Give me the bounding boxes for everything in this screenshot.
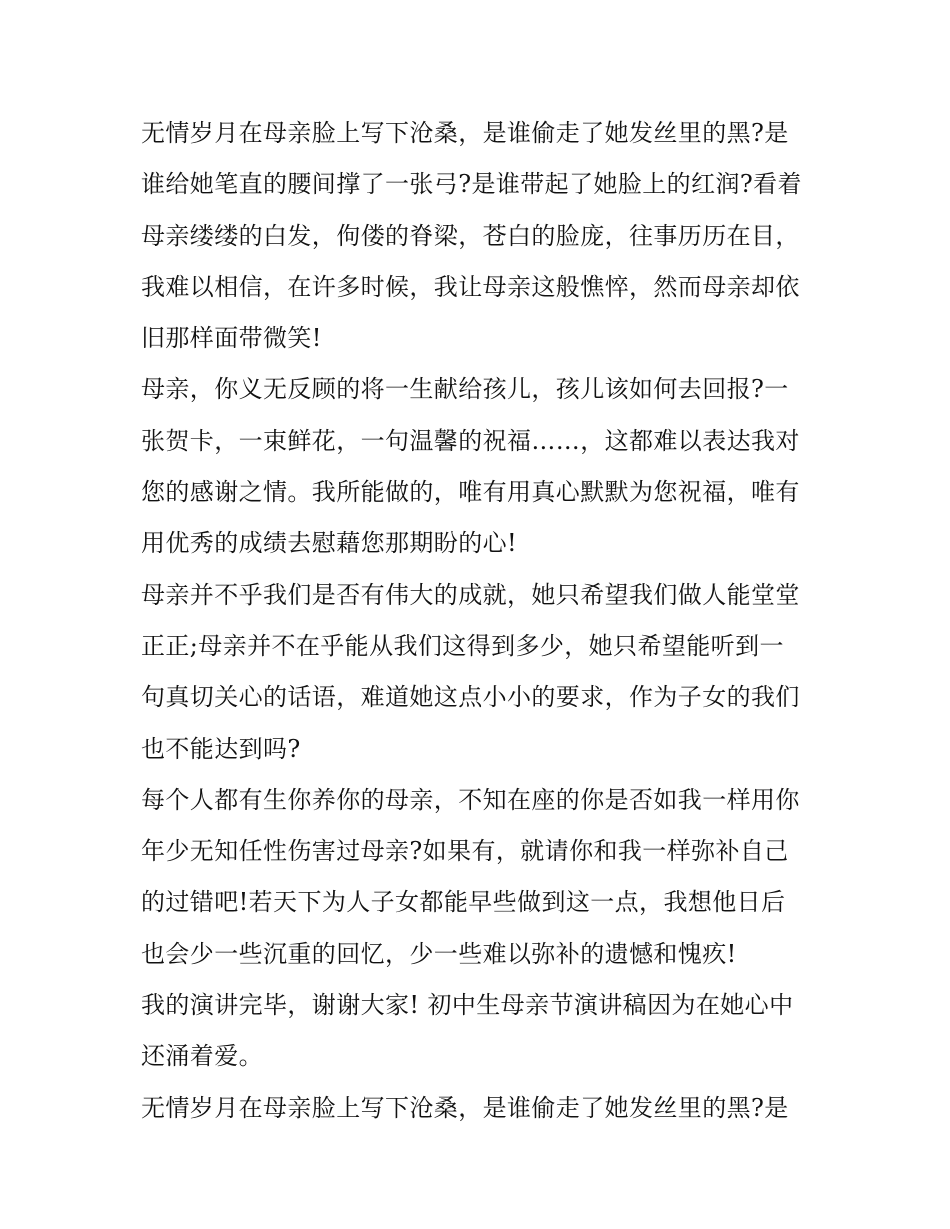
text-line: 句真切关心的话语，难道她这点小小的要求，作为子女的我们 [141, 683, 800, 712]
text-line: 年少无知任性伤害过母亲?如果有，就请你和我一样弥补自己 [141, 837, 789, 866]
document-body [141, 108, 821, 1134]
text-line: 您的感谢之情。我所能做的，唯有用真心默默为您祝福，唯有 [141, 478, 800, 507]
text-line: 我的演讲完毕，谢谢大家! 初中生母亲节演讲稿因为在她心中 [141, 991, 794, 1020]
text-line: 用优秀的成绩去慰藉您那期盼的心! [141, 529, 518, 558]
text-line: 无情岁月在母亲脸上写下沧桑，是谁偷走了她发丝里的黑?是 [141, 119, 789, 147]
text-line: 旧那样面带微笑! [141, 324, 322, 353]
text-line: 母亲并不乎我们是否有伟大的成就，她只希望我们做人能堂堂 [141, 580, 800, 609]
text-line: 母亲缕缕的白发，佝偻的脊梁，苍白的脸庞，往事历历在目， [141, 221, 800, 250]
text-line: 每个人都有生你养你的母亲，不知在座的你是否如我一样用你 [141, 785, 800, 814]
text-line: 正正;母亲并不在乎能从我们这得到多少，她只希望能听到一 [141, 631, 784, 660]
text-line: 我难以相信，在许多时候，我让母亲这般憔悴，然而母亲却依 [141, 272, 800, 301]
text-line: 张贺卡，一束鲜花，一句温馨的祝福……，这都难以表达我对 [141, 426, 800, 455]
text-line: 也不能达到吗? [141, 734, 301, 763]
text-line: 无情岁月在母亲脸上写下沧桑，是谁偷走了她发丝里的黑?是 [141, 1093, 789, 1122]
text-line: 也会少一些沉重的回忆，少一些难以弥补的遗憾和愧疚! [141, 939, 737, 968]
text-line: 母亲，你义无反顾的将一生献给孩儿，孩儿该如何去回报?一 [141, 375, 789, 404]
text-line: 谁给她笔直的腰间撑了一张弓?是谁带起了她脸上的红润?看着 [141, 170, 802, 199]
text-line: 的过错吧!若天下为人子女都能早些做到这一点，我想他日后 [141, 888, 786, 917]
text-line: 还涌着爱。 [141, 1042, 263, 1071]
